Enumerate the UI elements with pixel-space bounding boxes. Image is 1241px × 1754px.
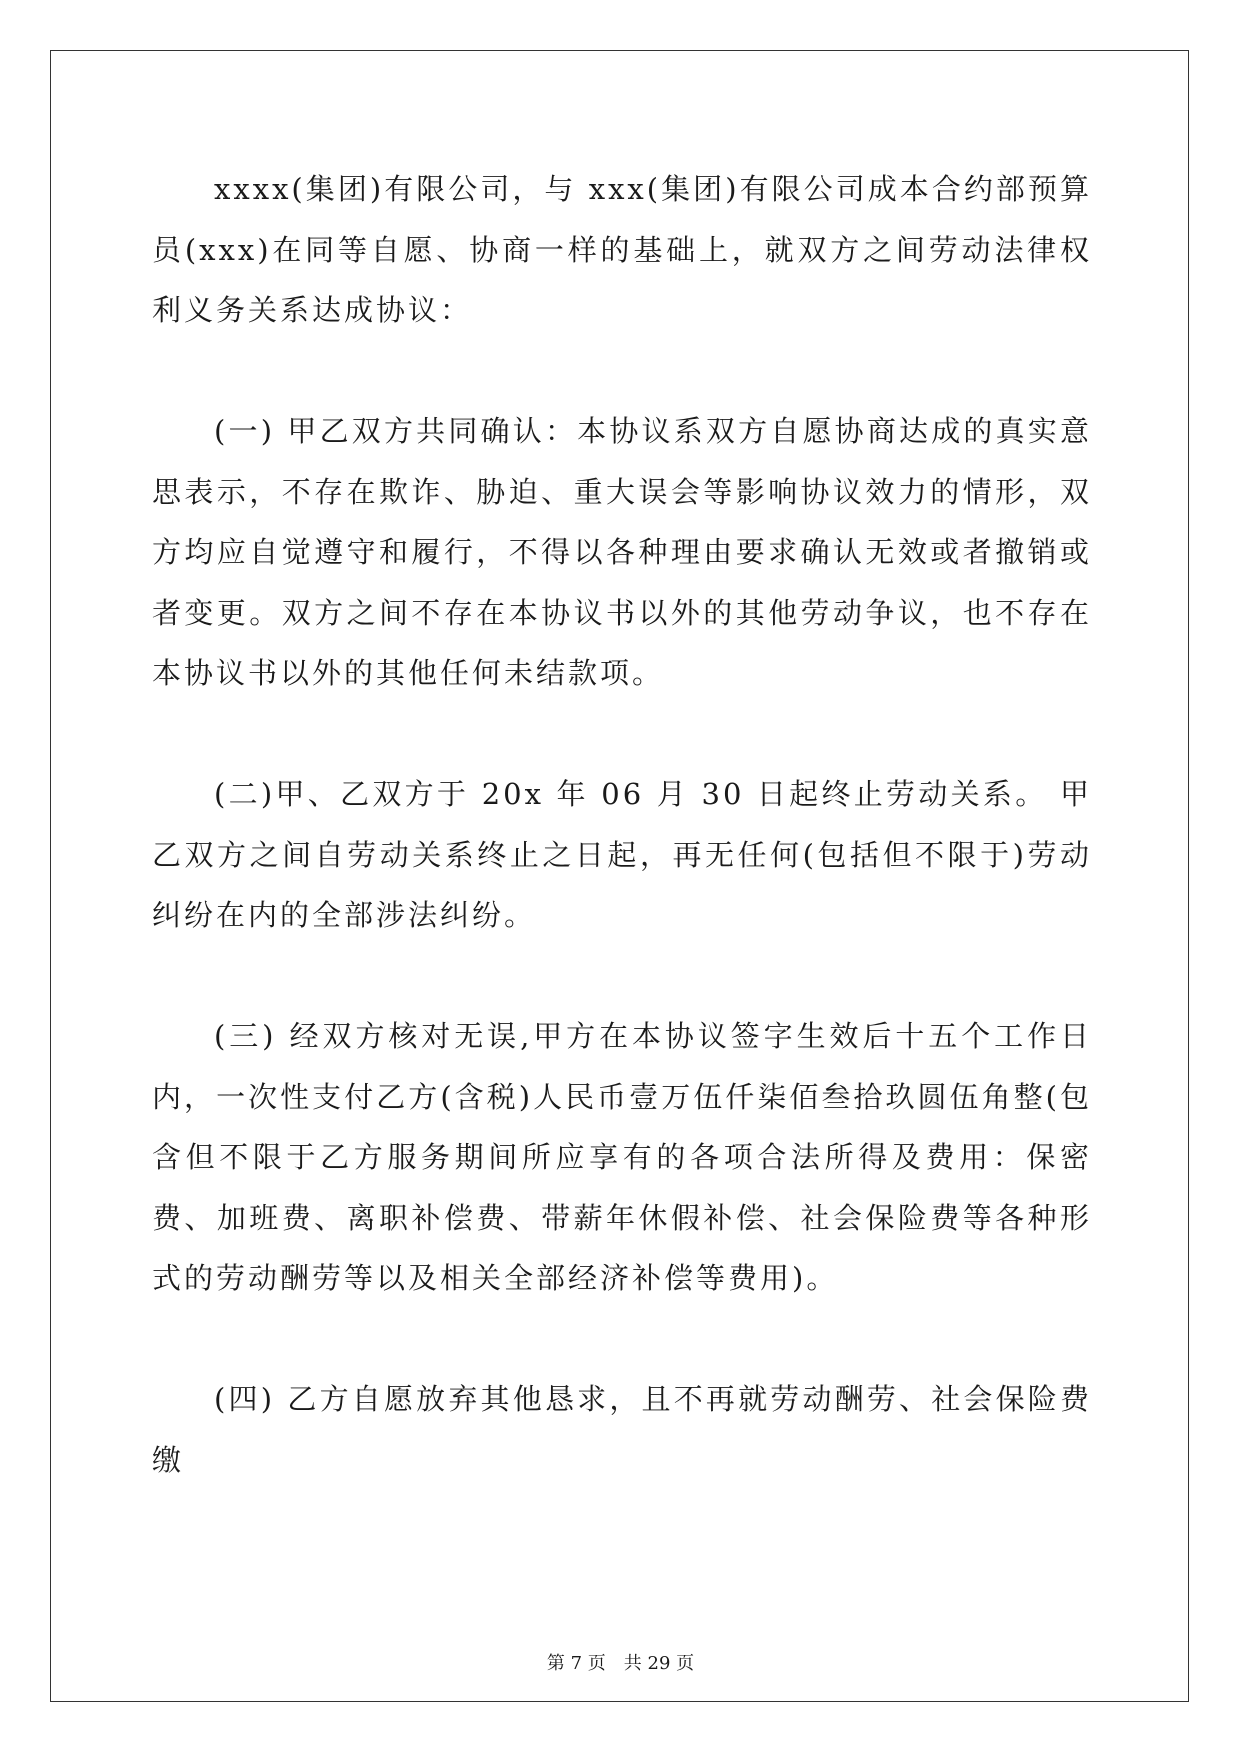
paragraph-clause-2: (二)甲、乙双方于 20x 年 06 月 30 日起终止劳动关系。 甲乙双方之间自劳动关系终止之日起，再无任何(包括但不限于)劳动纠纷在内的全部涉法纠纷。 <box>152 777 1092 932</box>
page-total: 共 29 页 <box>623 1653 695 1674</box>
paragraph-intro: xxxx(集团)有限公司，与 xxx(集团)有限公司成本合约部预算员(xxx)在同等自愿、协商一样的基础上，就双方之间劳动法律权利义务关系达成协议： <box>152 172 1092 327</box>
paragraph-clause-1: (一) 甲乙双方共同确认：本协议系双方自愿协商达成的真实意思表示，不存在欺诈、胁迫、重大误会等影响协议效力的情形，双方均应自觉遵守和履行，不得以各种理由要求确认无效或者撤销或者变更。双方之间不存在本协议书以外的其他劳动争议，也不存在本协议书以外的其他任何未结款项。 <box>152 414 1092 690</box>
document-body <box>152 159 1092 1490</box>
page-number: 第 7 页 <box>546 1653 606 1674</box>
page-footer <box>0 1652 1241 1676</box>
paragraph-clause-3: (三) 经双方核对无误,甲方在本协议签字生效后十五个工作日内，一次性支付乙方(含税)人民币壹万伍仟柒佰叁拾玖圆伍角整(包含但不限于乙方服务期间所应享有的各项合法所得及费用：保密费、加班费、离职补偿费、带薪年休假补偿、社会保险费等各种形式的劳动酬劳等以及相关全部经济补偿等费用)。 <box>152 1019 1092 1295</box>
paragraph-clause-4: (四) 乙方自愿放弃其他恳求，且不再就劳动酬劳、社会保险费缴 <box>152 1382 1092 1477</box>
